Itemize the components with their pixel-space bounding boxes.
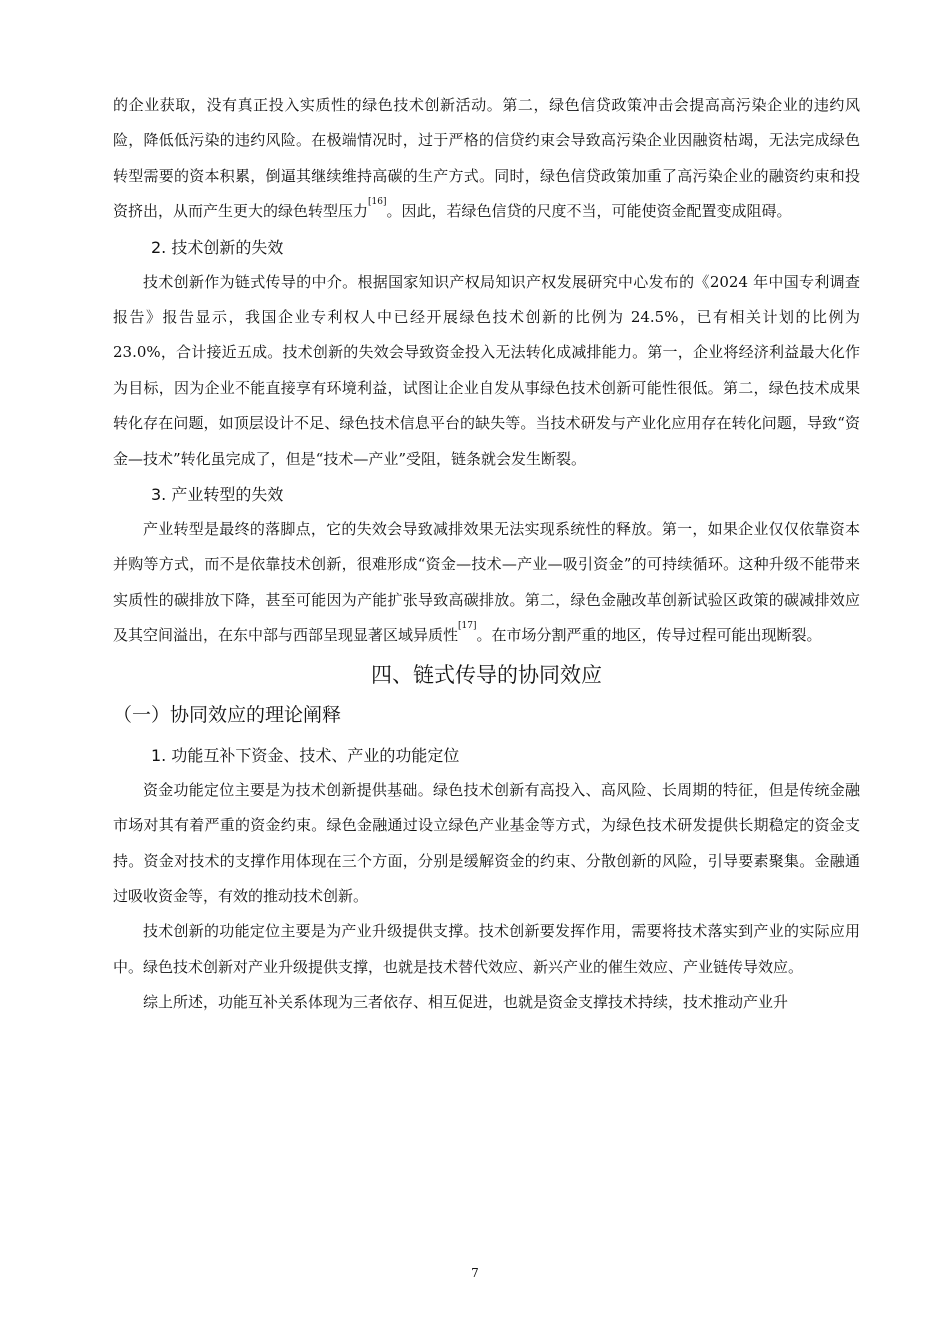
section-title: （一）协同效应的理论阐释	[113, 703, 342, 726]
paragraph-industry-transformation	[113, 512, 860, 654]
paragraph-capital-function: 资金功能定位主要是为技术创新提供基础。绿色技术创新有高投入、高风险、长周期的特征，但是传统金融市场对其有着严重的资金约束。绿色金融通过设立绿色产业基金等方式，为绿色技术研发提供长期稳定的资金支持。资金对技术的支撑作用体现在三个方面，分别是缓解资金的约束、分散创新的风险，引导要素聚集。金融通过吸收资金等，有效的推动技术创新。	[113, 780, 860, 905]
paragraph-tech-innovation: 技术创新作为链式传导的中介。根据国家知识产权局知识产权发展研究中心发布的《2024 年中国专利调查报告》报告显示，我国企业专利权人中已经开展绿色技术创新的比例为 24.5%，已有相关计划的比例为 23.0%，合计接近五成。技术创新的失效会导致资金投入无法转化成减排能力。第一，企业将经济利益最大化作为目标，因为企业不能直接享有环境利益，试图让企业自发从事绿色技术创新可能性很低。第二，绿色技术成果转化存在问题，如顶层设计不足、绿色技术信息平台的缺失等。当技术研发与产业化应用存在转化问题，导致“资金—技术”转化虽完成了，但是“技术—产业”受阻，链条就会发生断裂。	[113, 272, 860, 468]
paragraph-text: 的企业获取，没有真正投入实质性的绿色技术创新活动。第二，绿色信贷政策冲击会提高高污染企业的违约风险，降低低污染的违约风险。在极端情况时，过于严格的信贷约束会导致高污染企业因融资枯竭，无法完成绿色转型需要的资本积累，倒逼其继续维持高碳的生产方式。同时，绿色信贷政策加重了高污染企业的融资约束和投资挤出，从而产生更大的绿色转型压力	[113, 96, 860, 221]
paragraph-summary: 综上所述，功能互补关系体现为三者依存、相互促进，也就是资金支撑技术持续，技术推动产业升	[143, 993, 789, 1012]
chapter-title: 四、链式传导的协同效应	[371, 662, 602, 687]
heading-functional-positioning: 1. 功能互补下资金、技术、产业的功能定位	[151, 745, 460, 765]
citation-ref: [16]	[368, 197, 387, 208]
citation-ref: [17]	[458, 621, 477, 632]
page-body	[113, 88, 860, 1021]
heading-tech-innovation-failure: 2. 技术创新的失效	[151, 237, 284, 257]
paragraph-text-tail: 。在市场分割严重的地区，传导过程可能出现断裂。	[476, 626, 822, 645]
paragraph-tech-function: 技术创新的功能定位主要是为产业升级提供支撑。技术创新要发挥作用，需要将技术落实到产业的实际应用中。绿色技术创新对产业升级提供支撑，也就是技术替代效应、新兴产业的催生效应、产业链传导效应。	[113, 922, 860, 976]
page-number: 7	[471, 1266, 479, 1280]
heading-industry-transformation-failure: 3. 产业转型的失效	[151, 485, 284, 505]
paragraph-text-tail: 。因此，若绿色信贷的尺度不当，可能使资金配置变成阻碍。	[386, 202, 792, 221]
paragraph-green-credit	[113, 88, 860, 230]
paragraph-text: 产业转型是最终的落脚点，它的失效会导致减排效果无法实现系统性的释放。第一，如果企业仅仅依靠资本并购等方式，而不是依靠技术创新，很难形成“资金—技术—产业—吸引资金”的可持续循环。这种升级不能带来实质性的碳排放下降，甚至可能因为产能扩张导致高碳排放。第二，绿色金融改革创新试验区政策的碳减排效应及其空间溢出，在东中部与西部呈现显著区域异质性	[113, 520, 860, 645]
